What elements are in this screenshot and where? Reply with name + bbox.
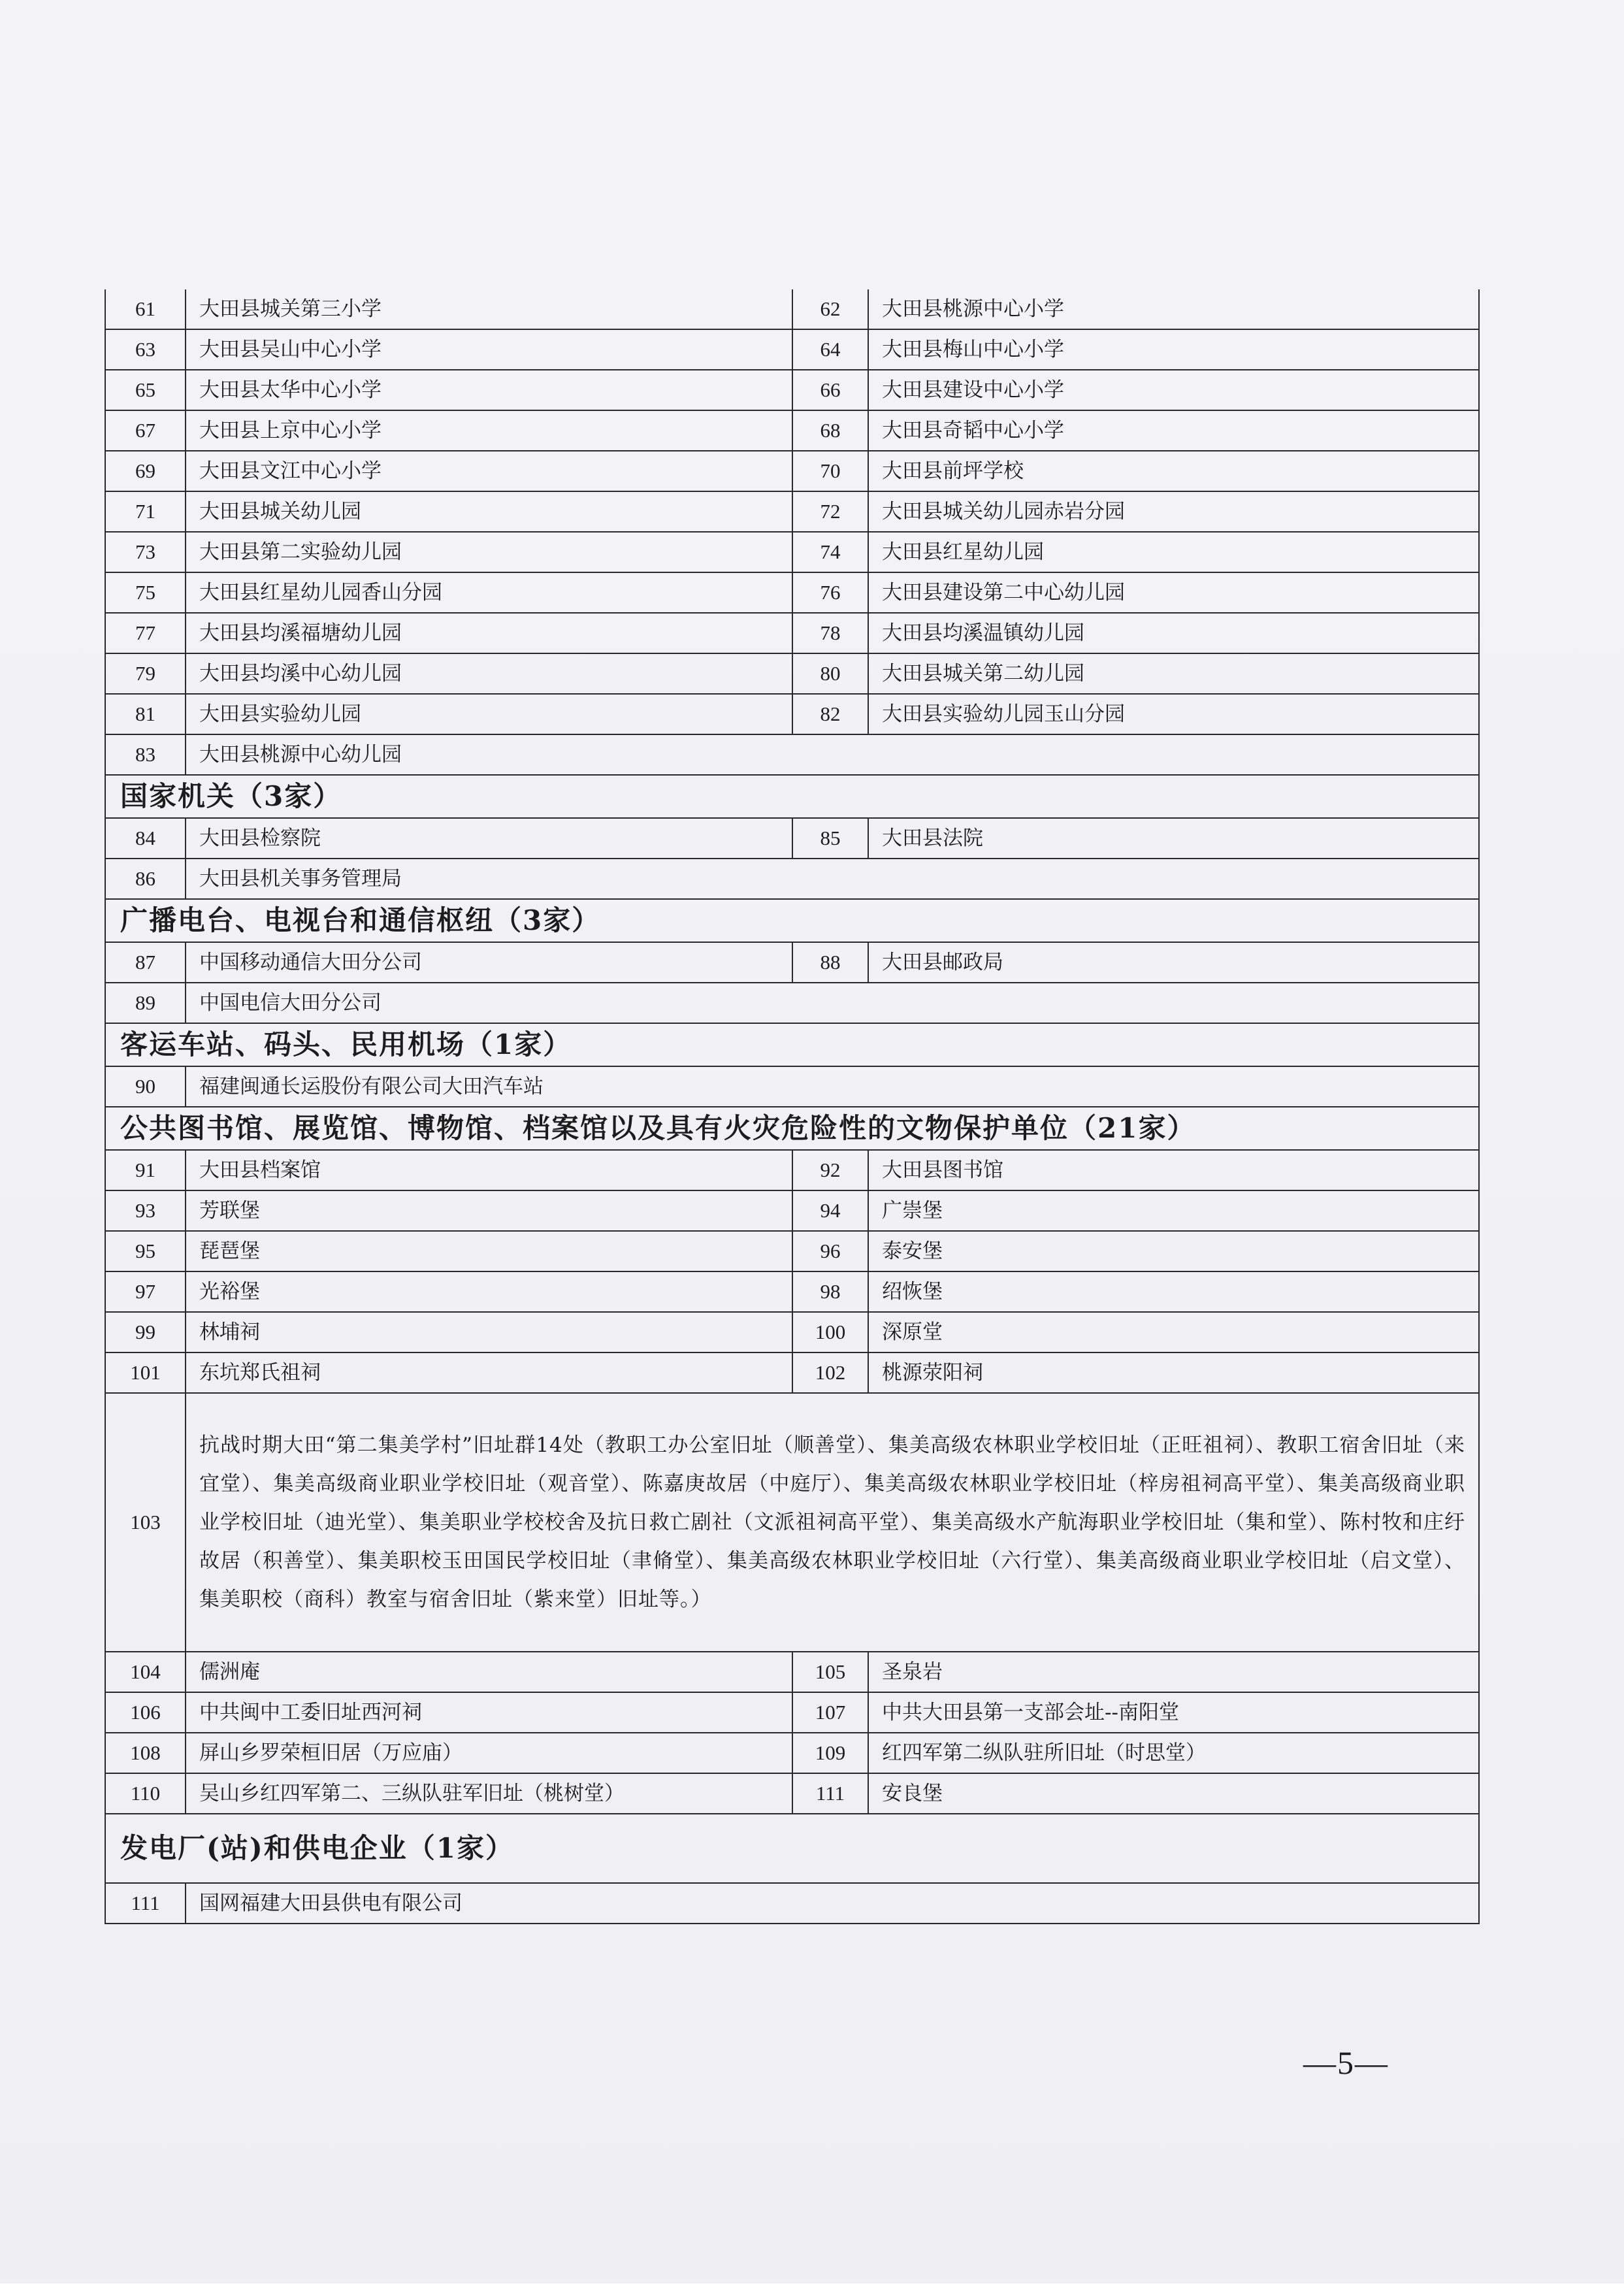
unit-name: 大田县城关幼儿园赤岩分园 — [868, 491, 1479, 532]
unit-name: 大田县桃源中心小学 — [868, 289, 1479, 329]
table-row — [105, 1352, 1479, 1393]
row-number: 65 — [105, 370, 186, 410]
unit-name: 大田县图书馆 — [868, 1150, 1479, 1190]
section-header-row — [105, 1107, 1479, 1150]
row-number: 110 — [105, 1773, 186, 1814]
unit-name: 大田县机关事务管理局 — [186, 859, 1479, 899]
row-number: 72 — [792, 491, 868, 532]
table-row — [105, 1773, 1479, 1814]
unit-name: 大田县红星幼儿园 — [868, 532, 1479, 572]
unit-name: 大田县奇韬中心小学 — [868, 410, 1479, 451]
table-row — [105, 289, 1479, 329]
table-row — [105, 491, 1479, 532]
unit-name: 大田县档案馆 — [186, 1150, 792, 1190]
row-number: 66 — [792, 370, 868, 410]
row-number: 92 — [792, 1150, 868, 1190]
table-row — [105, 653, 1479, 694]
row-number: 96 — [792, 1231, 868, 1271]
unit-name: 大田县上京中心小学 — [186, 410, 792, 451]
row-number: 67 — [105, 410, 186, 451]
unit-name: 芳联堡 — [186, 1190, 792, 1231]
unit-name: 大田县建设中心小学 — [868, 370, 1479, 410]
row-number: 83 — [105, 734, 186, 775]
row-number: 106 — [105, 1692, 186, 1733]
section-header-row — [105, 899, 1479, 942]
row-number: 73 — [105, 532, 186, 572]
row-number: 89 — [105, 983, 186, 1023]
row-number: 105 — [792, 1652, 868, 1692]
section-header-row — [105, 775, 1479, 818]
unit-name: 大田县桃源中心幼儿园 — [186, 734, 1479, 775]
section-title: 国家机关（3家） — [105, 775, 1479, 818]
unit-name: 广崇堡 — [868, 1190, 1479, 1231]
row-number: 91 — [105, 1150, 186, 1190]
row-number: 94 — [792, 1190, 868, 1231]
row-number: 76 — [792, 572, 868, 613]
row-number: 85 — [792, 818, 868, 859]
unit-name: 大田县第二实验幼儿园 — [186, 532, 792, 572]
unit-name: 圣泉岩 — [868, 1652, 1479, 1692]
table-row — [105, 859, 1479, 899]
table-row — [105, 1733, 1479, 1773]
row-number: 103 — [105, 1393, 186, 1652]
row-number: 86 — [105, 859, 186, 899]
row-number: 111 — [792, 1773, 868, 1814]
unit-name: 大田县实验幼儿园 — [186, 694, 792, 734]
table-row — [105, 734, 1479, 775]
unit-name: 大田县邮政局 — [868, 942, 1479, 983]
row-number: 100 — [792, 1312, 868, 1352]
unit-name: 大田县检察院 — [186, 818, 792, 859]
row-number: 64 — [792, 329, 868, 370]
row-number: 107 — [792, 1692, 868, 1733]
unit-name: 大田县梅山中心小学 — [868, 329, 1479, 370]
row-number: 108 — [105, 1733, 186, 1773]
row-number: 111 — [105, 1883, 186, 1924]
row-number: 87 — [105, 942, 186, 983]
unit-name: 大田县城关第三小学 — [186, 289, 792, 329]
row-number: 82 — [792, 694, 868, 734]
unit-list-table — [105, 289, 1480, 1924]
unit-name: 中国电信大田分公司 — [186, 983, 1479, 1023]
unit-name-long: 抗战时期大田“第二集美学村”旧址群14处（教职工办公室旧址（顺善堂）、集美高级农林职业学校旧址（正旺祖祠）、教职工宿舍旧址（来宜堂）、集美高级商业职业学校旧址（观音堂）、陈嘉庚故居（中庭厅）、集美高级农林职业学校旧址（梓房祖祠高平堂）、集美高级商业职业学校旧址（迪光堂）、集美职业学校校舍及抗日救亡剧社（文派祖祠高平堂）、集美高级水产航海职业学校旧址（集和堂）、陈村牧和庄纡故居（积善堂）、集美职校玉田国民学校旧址（聿脩堂）、集美高级农林职业学校旧址（六行堂）、集美高级商业职业学校旧址（启文堂）、集美职校（商科）教室与宿舍旧址（紫来堂）旧址等。） — [186, 1393, 1479, 1652]
table-row — [105, 1066, 1479, 1107]
table-row — [105, 1883, 1479, 1924]
table-row — [105, 1190, 1479, 1231]
table-row — [105, 329, 1479, 370]
table-row — [105, 1231, 1479, 1271]
unit-name: 光裕堡 — [186, 1271, 792, 1312]
section-title: 广播电台、电视台和通信枢纽（3家） — [105, 899, 1479, 942]
unit-name: 深原堂 — [868, 1312, 1479, 1352]
table-row — [105, 694, 1479, 734]
unit-name: 绍恢堡 — [868, 1271, 1479, 1312]
section-title: 客运车站、码头、民用机场（1家） — [105, 1023, 1479, 1066]
table-row — [105, 1271, 1479, 1312]
row-number: 77 — [105, 613, 186, 653]
row-number: 68 — [792, 410, 868, 451]
unit-name: 林埔祠 — [186, 1312, 792, 1352]
scan-edge — [0, 2284, 1624, 2294]
row-number: 90 — [105, 1066, 186, 1107]
unit-name: 中共大田县第一支部会址--南阳堂 — [868, 1692, 1479, 1733]
row-number: 98 — [792, 1271, 868, 1312]
row-number: 80 — [792, 653, 868, 694]
unit-name: 大田县红星幼儿园香山分园 — [186, 572, 792, 613]
table-row — [105, 1150, 1479, 1190]
row-number: 109 — [792, 1733, 868, 1773]
table-row — [105, 1692, 1479, 1733]
section-header-row — [105, 1814, 1479, 1883]
row-number: 84 — [105, 818, 186, 859]
row-number: 78 — [792, 613, 868, 653]
unit-name: 琵琶堡 — [186, 1231, 792, 1271]
section-title: 公共图书馆、展览馆、博物馆、档案馆以及具有火灾危险性的文物保护单位（21家） — [105, 1107, 1479, 1150]
unit-name: 中共闽中工委旧址西河祠 — [186, 1692, 792, 1733]
row-number: 74 — [792, 532, 868, 572]
unit-name: 福建闽通长运股份有限公司大田汽车站 — [186, 1066, 1479, 1107]
table-row — [105, 1312, 1479, 1352]
row-number: 102 — [792, 1352, 868, 1393]
section-title: 发电厂(站)和供电企业（1家） — [105, 1814, 1479, 1883]
unit-name: 大田县均溪福塘幼儿园 — [186, 613, 792, 653]
page-number: —5— — [1303, 2044, 1389, 2081]
unit-name: 大田县城关第二幼儿园 — [868, 653, 1479, 694]
unit-name: 大田县均溪温镇幼儿园 — [868, 613, 1479, 653]
unit-name: 大田县法院 — [868, 818, 1479, 859]
table-row — [105, 983, 1479, 1023]
unit-name: 大田县城关幼儿园 — [186, 491, 792, 532]
table-row — [105, 818, 1479, 859]
table-row — [105, 532, 1479, 572]
row-number: 69 — [105, 451, 186, 491]
row-number: 71 — [105, 491, 186, 532]
row-number: 101 — [105, 1352, 186, 1393]
unit-name: 大田县文江中心小学 — [186, 451, 792, 491]
unit-name: 大田县太华中心小学 — [186, 370, 792, 410]
row-number: 93 — [105, 1190, 186, 1231]
table-row — [105, 613, 1479, 653]
table-row — [105, 1652, 1479, 1692]
table-row — [105, 451, 1479, 491]
row-number: 75 — [105, 572, 186, 613]
row-number: 104 — [105, 1652, 186, 1692]
unit-name: 大田县实验幼儿园玉山分园 — [868, 694, 1479, 734]
unit-name: 大田县前坪学校 — [868, 451, 1479, 491]
unit-name: 大田县均溪中心幼儿园 — [186, 653, 792, 694]
row-number: 62 — [792, 289, 868, 329]
row-number: 88 — [792, 942, 868, 983]
unit-name: 大田县建设第二中心幼儿园 — [868, 572, 1479, 613]
unit-name: 中国移动通信大田分公司 — [186, 942, 792, 983]
row-number: 79 — [105, 653, 186, 694]
row-number: 81 — [105, 694, 186, 734]
row-number: 63 — [105, 329, 186, 370]
unit-name: 国网福建大田县供电有限公司 — [186, 1883, 1479, 1924]
row-number: 70 — [792, 451, 868, 491]
unit-name: 大田县吴山中心小学 — [186, 329, 792, 370]
table-row — [105, 410, 1479, 451]
row-number: 95 — [105, 1231, 186, 1271]
unit-name: 吴山乡红四军第二、三纵队驻军旧址（桃树堂） — [186, 1773, 792, 1814]
section-header-row — [105, 1023, 1479, 1066]
row-number: 61 — [105, 289, 186, 329]
table-row — [105, 370, 1479, 410]
row-number: 97 — [105, 1271, 186, 1312]
unit-name: 东坑郑氏祖祠 — [186, 1352, 792, 1393]
table-row — [105, 572, 1479, 613]
unit-name: 安良堡 — [868, 1773, 1479, 1814]
table-row-long — [105, 1393, 1479, 1652]
row-number: 99 — [105, 1312, 186, 1352]
unit-name: 桃源荥阳祠 — [868, 1352, 1479, 1393]
unit-name: 红四军第二纵队驻所旧址（时思堂） — [868, 1733, 1479, 1773]
unit-name: 泰安堡 — [868, 1231, 1479, 1271]
unit-name: 儒洲庵 — [186, 1652, 792, 1692]
unit-name: 屏山乡罗荣桓旧居（万应庙） — [186, 1733, 792, 1773]
table-row — [105, 942, 1479, 983]
